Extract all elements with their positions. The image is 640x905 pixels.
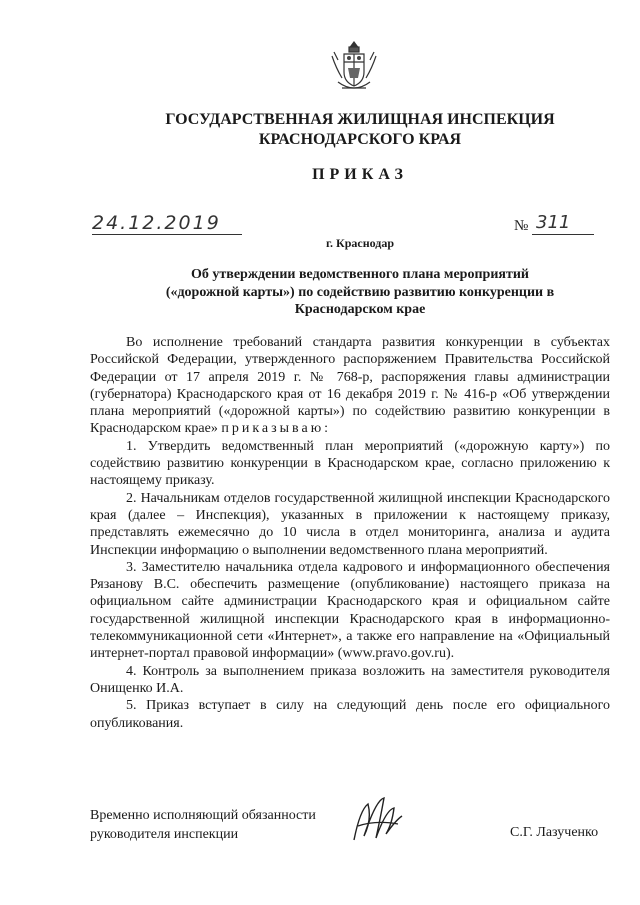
order-item-2: 2. Начальникам отделов государственной жилищной инспекции Краснодарского края (далее – Инспекция), указанных в приложении к настоящему приказу, представлять ежемесячно до 10 числа в отдел мониторинга, анализа и аудита Инспекции информацию о выполнении ведомственного плана мероприятий. (90, 490, 610, 558)
organization-name (90, 110, 630, 150)
number-label: № (514, 218, 529, 234)
order-word: приказываю: (221, 421, 332, 437)
document-body (90, 334, 610, 732)
organization-name-line1: ГОСУДАРСТВЕННАЯ ЖИЛИЩНАЯ ИНСПЕКЦИЯ (165, 111, 555, 128)
order-item-4: 4. Контроль за выполнением приказа возложить на заместителя руководителя Онищенко И.А. (90, 663, 610, 696)
intro-paragraph (90, 334, 610, 438)
signatory-position (90, 806, 316, 844)
coat-of-arms-emblem (328, 38, 380, 96)
document-title-line2: («дорожной карты») по содействию развитию конкуренции в (165, 284, 555, 300)
organization-name-line2: КРАСНОДАРСКОГО КРАЯ (258, 131, 462, 148)
handwritten-signature (346, 790, 406, 850)
document-title (150, 266, 570, 319)
document-date: 24.12.2019 (92, 212, 221, 234)
city: г. Краснодар (325, 236, 395, 250)
signatory-position-line1: Временно исполняющий обязанности (90, 808, 316, 823)
document-title-line1: Об утверждении ведомственного плана мероприятий (191, 267, 529, 282)
number-underline (532, 234, 594, 235)
document-title-line3: Краснодарском крае (294, 302, 426, 317)
intro-text: Во исполнение требований стандарта развития конкуренции в субъектах Российской Федерации, утвержденного распоряжением Правительства Российской Федерации от 17 апреля 2019 г. № 768-р, распоряжения главы администрации (губернатора) Краснодарского края от 16 декабря 2019 г. № 416-р «Об утверждении плана мероприятий («дорожной карты») по содействию развитию конкуренции в Краснодарском крае» (90, 335, 610, 437)
date-underline (92, 234, 242, 235)
order-item-5: 5. Приказ вступает в силу на следующий день после его официального опубликования. (90, 698, 610, 731)
signatory-name: С.Г. Лазученко (510, 825, 599, 840)
document-type: ПРИКАЗ (312, 166, 408, 183)
order-item-1: 1. Утвердить ведомственный план мероприятий («дорожную карту») по содействию развитию конкуренции в Краснодарском крае, согласно приложению к настоящему приказу. (90, 438, 610, 489)
signatory-position-line2: руководителя инспекции (90, 827, 239, 842)
order-item-3: 3. Заместителю начальника отдела кадрового и информационного обеспечения Рязанову В.С. обеспечить размещение (опубликование) настоящего приказа на официальном сайте администрации Краснодарского края и официальном сайте государственной жилищной инспекции Краснодарского края в информационно-телекоммуникационной сети «Интернет», а также его направление на «Официальный интернет-портал правовой информации» (www.pravo.gov.ru). (90, 559, 610, 662)
document-number: 311 (536, 212, 571, 233)
